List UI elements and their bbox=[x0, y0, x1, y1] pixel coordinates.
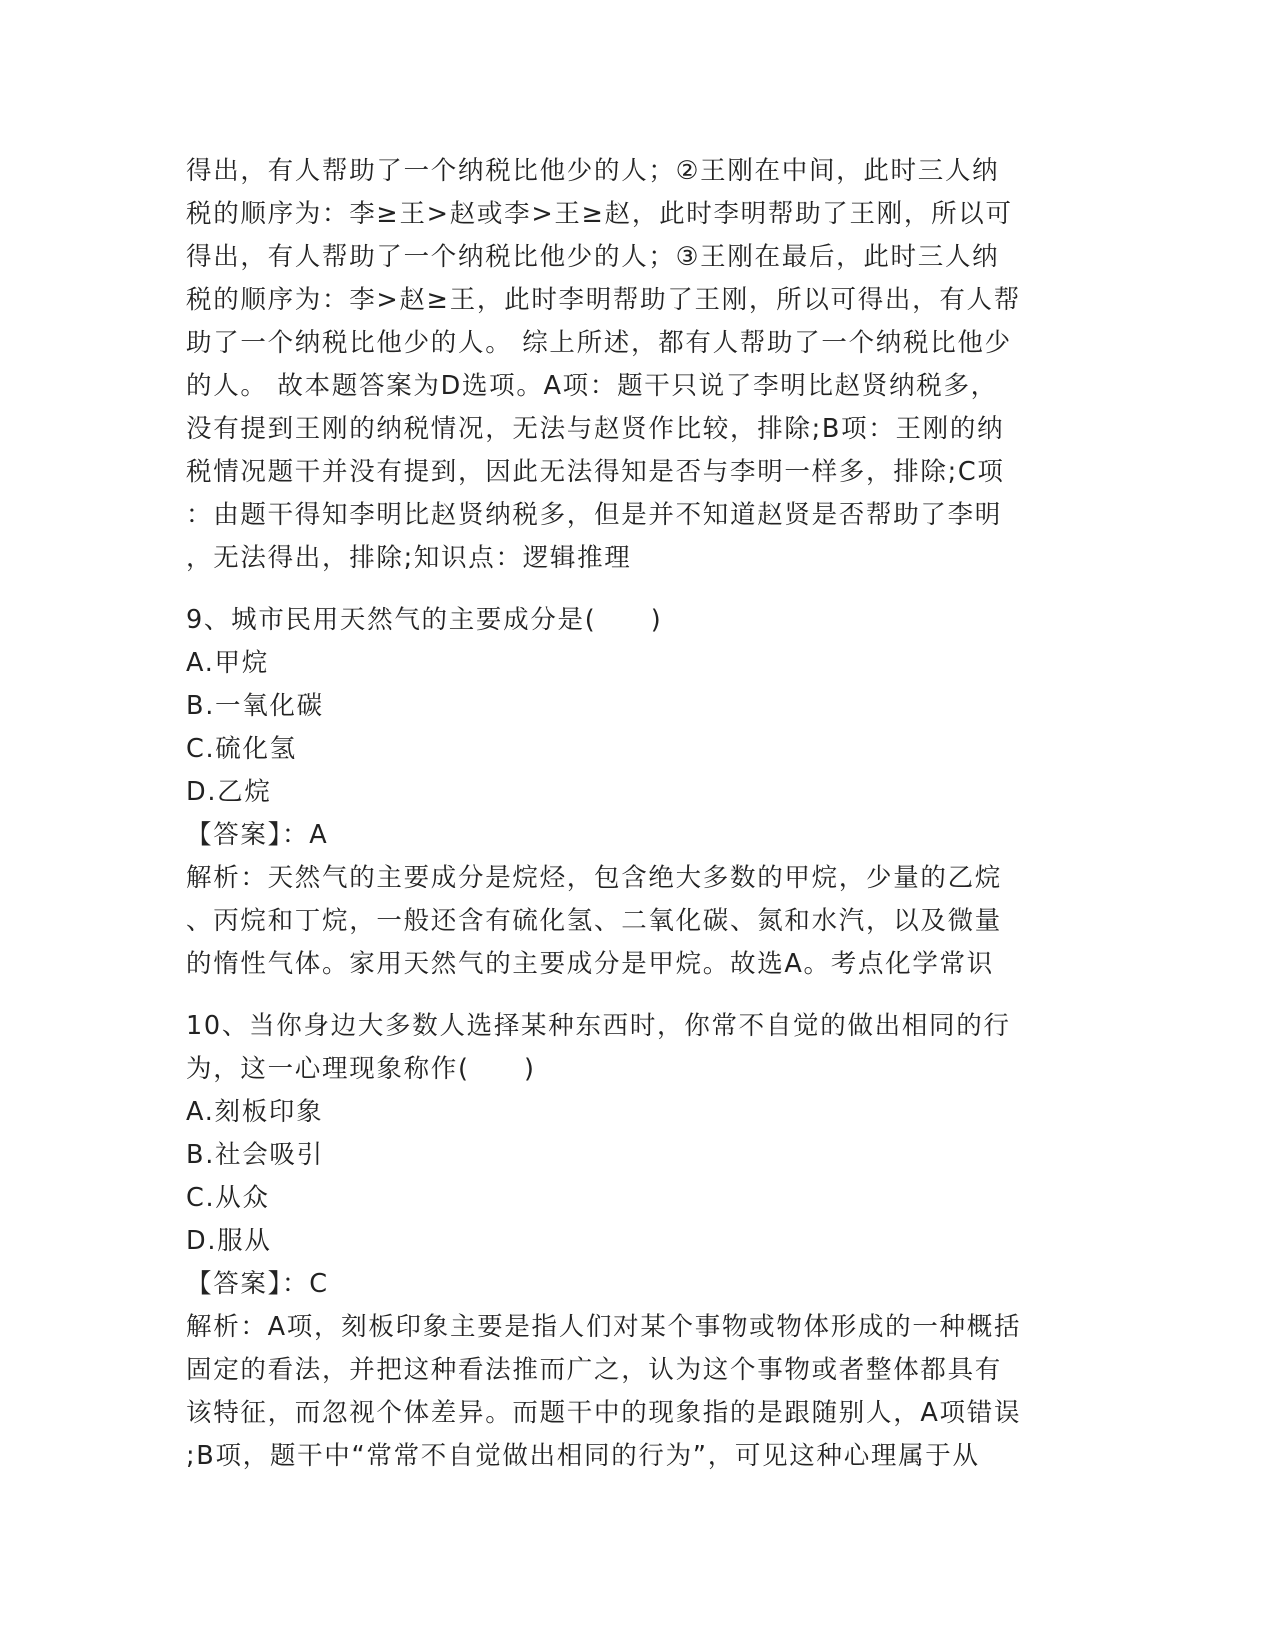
option-c: C.从众 bbox=[186, 1183, 270, 1213]
explanation-line: 解析：A项，刻板印象主要是指人们对某个事物或物体形成的一种概括 bbox=[186, 1312, 1022, 1342]
text-line: 税的顺序为：李≥王>赵或李>王≥赵，此时李明帮助了王刚，所以可 bbox=[186, 199, 1013, 229]
text-line: 税情况题干并没有提到，因此无法得知是否与李明一样多，排除;C项 bbox=[186, 457, 1005, 487]
text-line: 助了一个纳税比他少的人。 综上所述，都有人帮助了一个纳税比他少 bbox=[186, 328, 1012, 358]
question-text: 9、城市民用天然气的主要成分是( ) bbox=[186, 605, 663, 635]
text-line: 没有提到王刚的纳税情况，无法与赵贤作比较，排除;B项：王刚的纳 bbox=[186, 414, 1005, 444]
explanation-line: 解析：天然气的主要成分是烷烃，包含绝大多数的甲烷，少量的乙烷 bbox=[186, 863, 1003, 893]
option-b: B.社会吸引 bbox=[186, 1140, 324, 1170]
explanation-line: ;B项，题干中“常常不自觉做出相同的行为”，可见这种心理属于从 bbox=[186, 1441, 980, 1471]
option-a: A.刻板印象 bbox=[186, 1097, 324, 1127]
option-c: C.硫化氢 bbox=[186, 734, 297, 764]
question-text: 为，这一心理现象称作( ) bbox=[186, 1054, 536, 1084]
text-line: ：由题干得知李明比赵贤纳税多，但是并不知道赵贤是否帮助了李明 bbox=[186, 500, 1003, 530]
explanation-line: 的惰性气体。家用天然气的主要成分是甲烷。故选A。考点化学常识 bbox=[186, 949, 994, 979]
explanation-line: 该特征，而忽视个体差异。而题干中的现象指的是跟随别人，A项错误 bbox=[186, 1398, 1022, 1428]
explanation-line: 、丙烷和丁烷，一般还含有硫化氢、二氧化碳、氮和水汽，以及微量 bbox=[186, 906, 1003, 936]
text-line: 税的顺序为：李>赵≥王，此时李明帮助了王刚，所以可得出，有人帮 bbox=[186, 285, 1021, 315]
option-b: B.一氧化碳 bbox=[186, 691, 324, 721]
option-d: D.服从 bbox=[186, 1226, 272, 1256]
text-line: 得出，有人帮助了一个纳税比他少的人；②王刚在中间，此时三人纳 bbox=[186, 156, 1000, 186]
question-text: 10、当你身边大多数人选择某种东西时，你常不自觉的做出相同的行 bbox=[186, 1011, 1011, 1041]
option-a: A.甲烷 bbox=[186, 648, 269, 678]
answer-label: 【答案】：C bbox=[186, 1269, 329, 1299]
option-d: D.乙烷 bbox=[186, 777, 272, 807]
q8-explanation-continued bbox=[186, 150, 1086, 580]
question-10 bbox=[186, 1005, 1086, 1478]
text-line: ，无法得出，排除;知识点：逻辑推理 bbox=[186, 543, 632, 573]
text-line: 得出，有人帮助了一个纳税比他少的人；③王刚在最后，此时三人纳 bbox=[186, 242, 1000, 272]
document-page bbox=[186, 150, 1086, 1478]
answer-label: 【答案】：A bbox=[186, 820, 329, 850]
text-line: 的人。 故本题答案为D选项。A项：题干只说了李明比赵贤纳税多， bbox=[186, 371, 998, 401]
explanation-line: 固定的看法，并把这种看法推而广之，认为这个事物或者整体都具有 bbox=[186, 1355, 1003, 1385]
question-9 bbox=[186, 599, 1086, 986]
